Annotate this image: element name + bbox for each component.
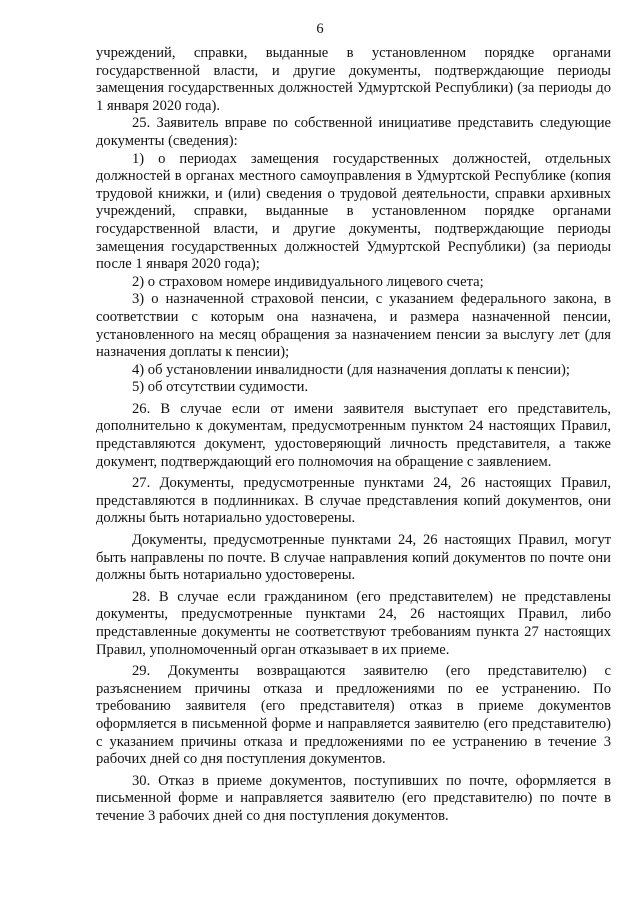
- document-body: [96, 45, 611, 826]
- paragraph-27: 27. Документы, предусмотренные пунктами 24, 26 настоящих Правил, представляются в подлинниках. В случае представления копий документов, они должны быть нотариально удостоверены.: [96, 475, 611, 527]
- list-item-5: 5) об отсутствии судимости.: [132, 379, 309, 396]
- paragraph-27-continued: Документы, предусмотренные пунктами 24, 26 настоящих Правил, могут быть направлены по почте. В случае направления копий документов по почте они должны быть нотариально удостоверены.: [96, 532, 611, 584]
- paragraph-28: 28. В случае если гражданином (его представителем) не представлены документы, предусмотренные пунктами 24, 26 настоящих Правил, либо представленные документы не соответствуют требованиям пункта 27 настоящих Правил, уполномоченный орган отказывает в их приеме.: [96, 588, 611, 658]
- paragraph-continuation: учреждений, справки, выданные в установленном порядке органами государственной власти, и другие документы, подтверждающие периоды замещения государственных должностей Удмуртской Республики) (за периоды до 1 января 2020 года).: [96, 45, 611, 114]
- paragraph-30: 30. Отказ в приеме документов, поступивших по почте, оформляется в письменной форме и направляется заявителю (его представителю) по почте в течение 3 рабочих дней со дня поступления документов.: [96, 772, 611, 824]
- paragraph-29: 29. Документы возвращаются заявителю (его представителю) с разъяснением причины отказа и предложениями по ее устранению. По требованию заявителя (его представителя) отказ в приеме документов оформляется в письменной форме и направляется заявителю (его представителю) с указанием причины отказа и предложениями по ее устранению в течение 3 рабочих дней со дня поступления документов.: [96, 663, 611, 768]
- list-item-2: 2) о страховом номере индивидуального лицевого счета;: [132, 273, 484, 290]
- list-item-3: 3) о назначенной страховой пенсии, с указанием федерального закона, в соответствии с которым она назначена, и размера назначенной пенсии, установленного на месяц обращения за назначением пенсии за выслугу лет (для назначения доплаты к пенсии);: [96, 291, 611, 361]
- list-item-4: 4) об установлении инвалидности (для назначения доплаты к пенсии);: [132, 361, 570, 378]
- page-number: 6: [316, 21, 324, 37]
- paragraph-25: 25. Заявитель вправе по собственной инициативе представить следующие документы (сведения):: [96, 115, 611, 149]
- list-item-1: 1) о периодах замещения государственных должностей, отдельных должностей в органах местного самоуправления в Удмуртской Республике (копия трудовой книжки, и (или) сведения о трудовой деятельности, справки архивных учреждений, справки, выданные в установленном порядке органами государственной власти, и другие документы, подтверждающие периоды замещения государственных должностей Удмуртской Республики) (за периоды после 1 января 2020 года);: [96, 150, 611, 273]
- paragraph-26: 26. В случае если от имени заявителя выступает его представитель, дополнительно к документам, предусмотренным пунктом 24 настоящих Правил, представляются документ, удостоверяющий личность представителя, а также документ, подтверждающий его полномочия на обращение с заявлением.: [96, 400, 611, 470]
